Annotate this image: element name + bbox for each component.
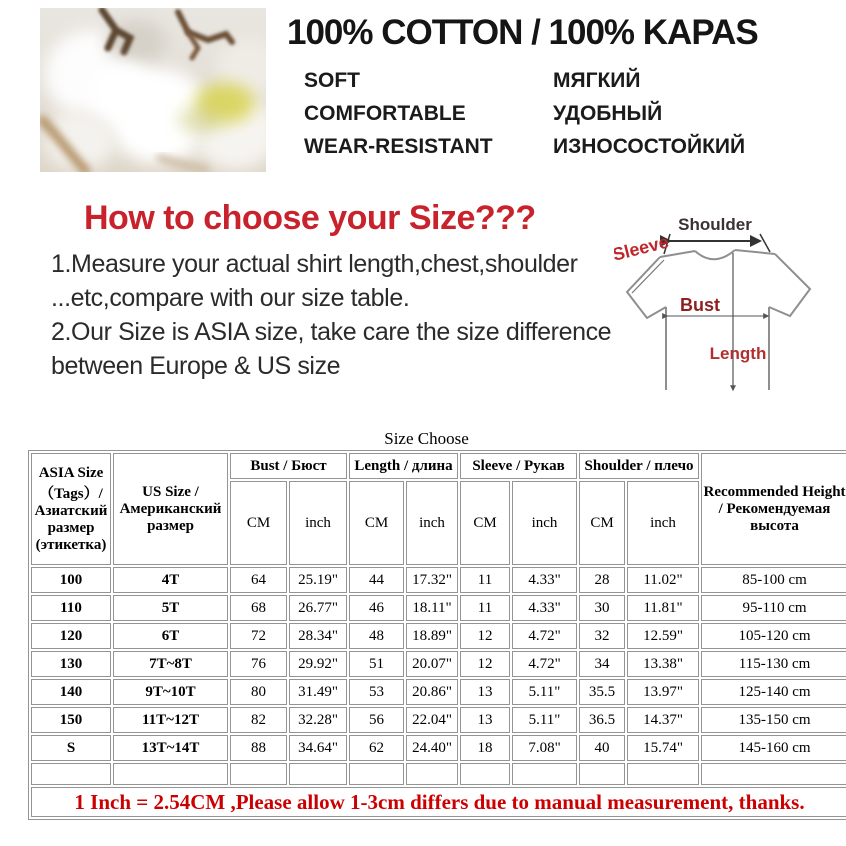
size-cell: 9T~10T xyxy=(113,679,228,705)
table-header-row xyxy=(31,453,846,479)
size-cell: 18.11" xyxy=(406,595,458,621)
feature-item: WEAR-RESISTANT xyxy=(304,135,493,158)
size-cell: 28 xyxy=(579,567,625,593)
size-cell: 4.33" xyxy=(512,595,577,621)
unit-cell-inch: inch xyxy=(512,481,577,565)
size-cell: 4.72" xyxy=(512,651,577,677)
size-cell: 110 xyxy=(31,595,111,621)
size-cell: 15.74" xyxy=(627,735,699,761)
cotton-photo-image xyxy=(40,8,266,172)
size-cell xyxy=(627,763,699,785)
size-cell: 82 xyxy=(230,707,287,733)
table-row xyxy=(31,595,846,621)
size-cell: 68 xyxy=(230,595,287,621)
size-cell: 51 xyxy=(349,651,404,677)
size-cell: 12.59" xyxy=(627,623,699,649)
size-cell: 30 xyxy=(579,595,625,621)
size-cell: 32.28" xyxy=(289,707,347,733)
size-cell: 22.04" xyxy=(406,707,458,733)
size-cell: 20.07" xyxy=(406,651,458,677)
size-cell: 18.89" xyxy=(406,623,458,649)
cotton-photo xyxy=(40,8,266,172)
unit-cell-cm: CM xyxy=(579,481,625,565)
table-row xyxy=(31,651,846,677)
feature-list-en xyxy=(304,64,493,163)
size-cell: 135-150 cm xyxy=(701,707,846,733)
size-cell xyxy=(460,763,510,785)
col-header-asia-size: ASIA Size （Tags）/Азиатский размер (этикетка) xyxy=(31,453,111,565)
size-cell: 34.64" xyxy=(289,735,347,761)
size-cell: 95-110 cm xyxy=(701,595,846,621)
unit-cell-inch: inch xyxy=(406,481,458,565)
table-row xyxy=(31,567,846,593)
size-cell: 12 xyxy=(460,651,510,677)
size-cell xyxy=(31,763,111,785)
table-row xyxy=(31,679,846,705)
feature-item: COMFORTABLE xyxy=(304,102,466,125)
table-empty-row xyxy=(31,763,846,785)
size-cell: 13 xyxy=(460,679,510,705)
size-cell: 85-100 cm xyxy=(701,567,846,593)
size-cell: 56 xyxy=(349,707,404,733)
size-guide-line: between Europe & US size xyxy=(51,352,341,380)
size-cell: 4.33" xyxy=(512,567,577,593)
size-guide-line: 2.Our Size is ASIA size, take care the size difference xyxy=(51,318,612,346)
size-cell: 14.37" xyxy=(627,707,699,733)
sleeve-line xyxy=(632,260,664,293)
size-cell: 120 xyxy=(31,623,111,649)
unit-cell-cm: CM xyxy=(349,481,404,565)
size-cell xyxy=(406,763,458,785)
size-cell: 34 xyxy=(579,651,625,677)
size-cell xyxy=(289,763,347,785)
size-cell xyxy=(579,763,625,785)
size-cell: 80 xyxy=(230,679,287,705)
size-cell: 11 xyxy=(460,595,510,621)
length-label: Length xyxy=(709,344,767,363)
table-row xyxy=(31,623,846,649)
table-footer-row xyxy=(31,787,846,817)
unit-cell-inch: inch xyxy=(289,481,347,565)
unit-cell-cm: CM xyxy=(230,481,287,565)
tshirt-outline xyxy=(627,250,810,390)
col-header-bust: Bust / Бюст xyxy=(230,453,347,479)
bust-label: Bust xyxy=(680,295,720,315)
unit-cell-cm: CM xyxy=(460,481,510,565)
size-cell: 17.32" xyxy=(406,567,458,593)
table-title: Size Choose xyxy=(384,429,469,448)
size-cell xyxy=(512,763,577,785)
page-title: 100% COTTON / 100% KAPAS xyxy=(287,13,758,52)
size-cell: 29.92" xyxy=(289,651,347,677)
table-row xyxy=(31,735,846,761)
size-cell: 46 xyxy=(349,595,404,621)
size-cell: 31.49" xyxy=(289,679,347,705)
size-cell: 5T xyxy=(113,595,228,621)
size-cell: 100 xyxy=(31,567,111,593)
size-cell: 115-130 cm xyxy=(701,651,846,677)
measurement-note: 1 Inch = 2.54CM ,Please allow 1-3cm differs due to manual measurement, thanks. xyxy=(31,787,846,817)
size-cell: 11 xyxy=(460,567,510,593)
feature-item: SOFT xyxy=(304,69,360,92)
size-cell: 20.86" xyxy=(406,679,458,705)
size-cell: 4T xyxy=(113,567,228,593)
size-guide-line: ...etc,compare with our size table. xyxy=(51,284,410,312)
size-cell: 44 xyxy=(349,567,404,593)
col-header-length: Length / длина xyxy=(349,453,458,479)
feature-item: УДОБНЫЙ xyxy=(553,102,663,125)
col-header-height: Recommended Height / Рекомендуемая высота xyxy=(701,453,846,565)
size-cell: 5.11" xyxy=(512,679,577,705)
table-row xyxy=(31,707,846,733)
shoulder-label: Shoulder xyxy=(678,215,752,234)
size-cell: 130 xyxy=(31,651,111,677)
feature-list-ru xyxy=(553,64,745,163)
size-cell xyxy=(701,763,846,785)
size-cell: 28.34" xyxy=(289,623,347,649)
size-cell: 4.72" xyxy=(512,623,577,649)
size-cell: 125-140 cm xyxy=(701,679,846,705)
size-cell: 25.19" xyxy=(289,567,347,593)
size-cell: 12 xyxy=(460,623,510,649)
size-cell: 5.11" xyxy=(512,707,577,733)
size-cell: 62 xyxy=(349,735,404,761)
unit-cell-inch: inch xyxy=(627,481,699,565)
size-cell: 13.97" xyxy=(627,679,699,705)
size-cell: 13 xyxy=(460,707,510,733)
size-cell: 26.77" xyxy=(289,595,347,621)
size-table xyxy=(28,450,846,820)
size-cell: 32 xyxy=(579,623,625,649)
col-header-shoulder: Shoulder / плечо xyxy=(579,453,699,479)
size-cell: 7T~8T xyxy=(113,651,228,677)
size-cell: 6T xyxy=(113,623,228,649)
size-cell: S xyxy=(31,735,111,761)
size-cell xyxy=(230,763,287,785)
size-cell: 105-120 cm xyxy=(701,623,846,649)
size-cell: 13.38" xyxy=(627,651,699,677)
col-header-us-size: US Size / Американский размер xyxy=(113,453,228,565)
size-cell: 140 xyxy=(31,679,111,705)
feature-item: ИЗНОСОСТОЙКИЙ xyxy=(553,135,746,158)
size-cell: 150 xyxy=(31,707,111,733)
size-cell: 13T~14T xyxy=(113,735,228,761)
size-cell: 11T~12T xyxy=(113,707,228,733)
sleeve-label: Sleeve xyxy=(614,231,671,265)
size-cell: 48 xyxy=(349,623,404,649)
size-guide-line: 1.Measure your actual shirt length,chest,shoulder xyxy=(51,250,578,278)
size-cell: 145-160 cm xyxy=(701,735,846,761)
size-cell: 88 xyxy=(230,735,287,761)
tshirt-measure-diagram xyxy=(614,196,846,406)
size-cell: 18 xyxy=(460,735,510,761)
size-cell: 72 xyxy=(230,623,287,649)
size-cell xyxy=(113,763,228,785)
size-cell: 24.40" xyxy=(406,735,458,761)
size-guide-steps xyxy=(51,247,626,383)
col-header-sleeve: Sleeve / Рукав xyxy=(460,453,577,479)
size-cell: 76 xyxy=(230,651,287,677)
size-cell: 11.02" xyxy=(627,567,699,593)
size-cell: 53 xyxy=(349,679,404,705)
size-cell: 36.5 xyxy=(579,707,625,733)
size-cell: 7.08" xyxy=(512,735,577,761)
size-cell: 40 xyxy=(579,735,625,761)
size-cell: 11.81" xyxy=(627,595,699,621)
size-cell xyxy=(349,763,404,785)
feature-item: МЯГКИЙ xyxy=(553,69,641,92)
size-cell: 64 xyxy=(230,567,287,593)
size-guide-heading: How to choose your Size??? xyxy=(84,199,536,237)
size-cell: 35.5 xyxy=(579,679,625,705)
